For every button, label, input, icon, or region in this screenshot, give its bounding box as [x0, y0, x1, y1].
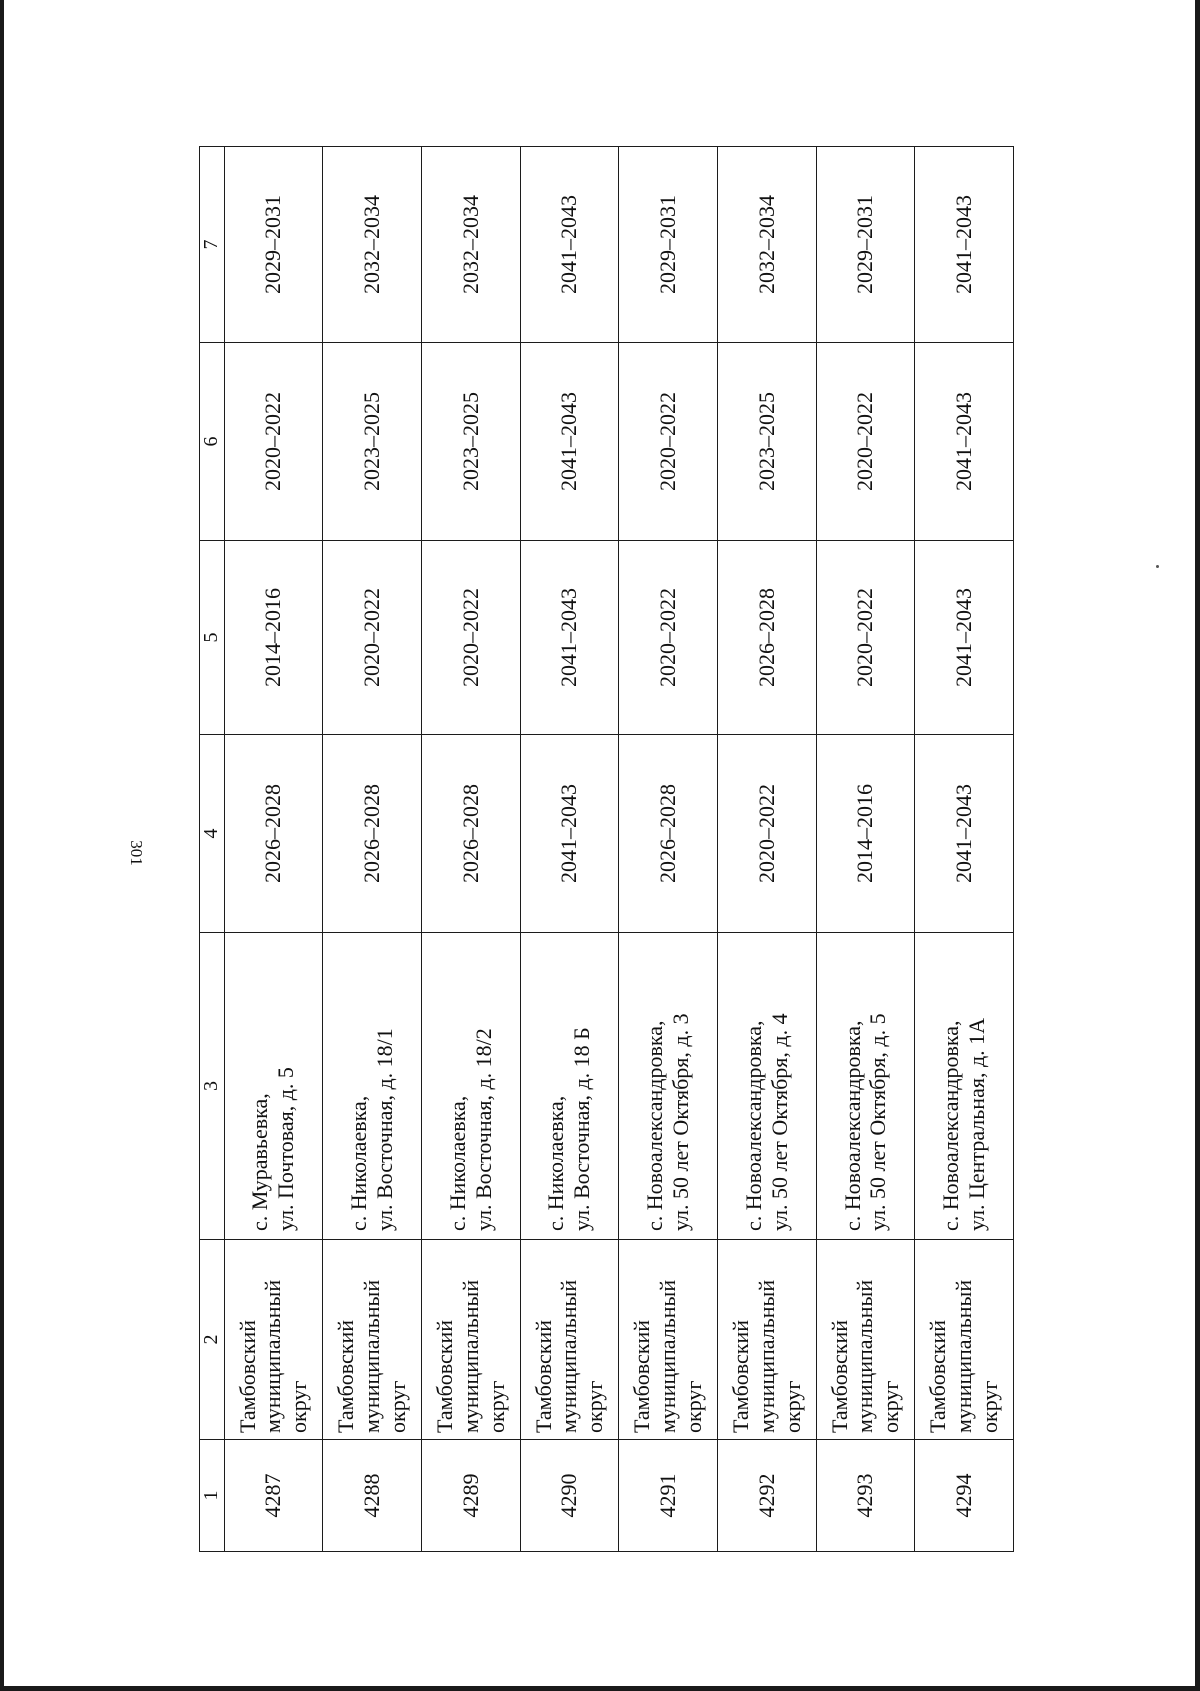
table-row: [224, 147, 323, 1552]
period-cell-c4: 2026–2028: [619, 735, 718, 933]
header-cell: 7: [200, 147, 225, 343]
page-number: [124, 838, 148, 868]
district-line: муниципальный: [359, 1279, 385, 1433]
table-row: [520, 147, 619, 1552]
period-cell-c6: 2041–2043: [520, 343, 619, 541]
district-cell: [224, 1240, 323, 1440]
address-line: с. Николаевка,: [444, 1095, 470, 1231]
period-cell-c7: 2041–2043: [915, 147, 1014, 343]
row-number-cell: 4290: [520, 1440, 619, 1552]
period-cell-c4: 2020–2022: [717, 735, 816, 933]
district-line: муниципальный: [556, 1279, 582, 1433]
address-line: ул. Восточная, д. 18/2: [470, 1028, 496, 1231]
district-line: муниципальный: [753, 1279, 779, 1433]
header-cell: 2: [200, 1240, 225, 1440]
period-cell-c5: 2041–2043: [520, 541, 619, 735]
scan-speck: [1156, 565, 1159, 568]
scan-edge-left: [0, 0, 4, 1691]
district-line: муниципальный: [655, 1279, 681, 1433]
district-cell: [717, 1240, 816, 1440]
district-line: Тамбовский: [333, 1319, 359, 1433]
period-cell-c5: 2020–2022: [816, 541, 915, 735]
table-row: [619, 147, 718, 1552]
district-line: округ: [779, 1380, 805, 1433]
district-line: муниципальный: [951, 1279, 977, 1433]
address-cell: [717, 933, 816, 1240]
address-line: ул. 50 лет Октября, д. 5: [865, 1013, 891, 1231]
address-line: ул. Почтовая, д. 5: [273, 1067, 299, 1231]
period-cell-c6: 2041–2043: [915, 343, 1014, 541]
period-cell-c6: 2020–2022: [619, 343, 718, 541]
district-line: Тамбовский: [826, 1319, 852, 1433]
address-cell: [224, 933, 323, 1240]
district-line: округ: [385, 1380, 411, 1433]
district-line: муниципальный: [852, 1279, 878, 1433]
row-number-cell: 4294: [915, 1440, 1014, 1552]
address-cell: [816, 933, 915, 1240]
period-cell-c5: 2014–2016: [224, 541, 323, 735]
row-number-cell: 4287: [224, 1440, 323, 1552]
period-cell-c6: 2023–2025: [421, 343, 520, 541]
period-cell-c7: 2029–2031: [224, 147, 323, 343]
period-cell-c7: 2032–2034: [323, 147, 422, 343]
period-cell-c7: 2032–2034: [717, 147, 816, 343]
scan-edge-bottom: [0, 1686, 1200, 1691]
table-row: [421, 147, 520, 1552]
district-line: Тамбовский: [431, 1319, 457, 1433]
district-cell: [520, 1240, 619, 1440]
address-cell: [520, 933, 619, 1240]
address-cell: [915, 933, 1014, 1240]
header-cell: 6: [200, 343, 225, 541]
district-line: округ: [582, 1380, 608, 1433]
district-cell: [816, 1240, 915, 1440]
district-line: Тамбовский: [629, 1319, 655, 1433]
row-number-cell: 4291: [619, 1440, 718, 1552]
district-line: Тамбовский: [727, 1319, 753, 1433]
district-line: Тамбовский: [925, 1319, 951, 1433]
header-cell: 1: [200, 1440, 225, 1552]
district-line: округ: [483, 1380, 509, 1433]
period-cell-c7: 2041–2043: [520, 147, 619, 343]
address-line: с. Новоалександровка,: [642, 1020, 668, 1231]
row-number-cell: 4292: [717, 1440, 816, 1552]
period-cell-c7: 2029–2031: [816, 147, 915, 343]
address-cell: [421, 933, 520, 1240]
district-line: округ: [977, 1380, 1003, 1433]
district-cell: [619, 1240, 718, 1440]
period-cell-c6: 2023–2025: [323, 343, 422, 541]
period-cell-c4: 2026–2028: [224, 735, 323, 933]
period-cell-c7: 2029–2031: [619, 147, 718, 343]
period-cell-c5: 2026–2028: [717, 541, 816, 735]
district-line: муниципальный: [457, 1279, 483, 1433]
period-cell-c5: 2020–2022: [421, 541, 520, 735]
address-cell: [323, 933, 422, 1240]
header-cell: 5: [200, 541, 225, 735]
header-cell: 3: [200, 933, 225, 1240]
header-cell: 4: [200, 735, 225, 933]
period-cell-c4: 2026–2028: [421, 735, 520, 933]
district-line: округ: [681, 1380, 707, 1433]
district-line: округ: [286, 1380, 312, 1433]
period-cell-c6: 2023–2025: [717, 343, 816, 541]
document-table: [199, 146, 1014, 1552]
address-line: ул. 50 лет Октября, д. 4: [766, 1013, 792, 1231]
address-line: ул. 50 лет Октября, д. 3: [668, 1013, 694, 1231]
table-row: [323, 147, 422, 1552]
address-line: с. Муравьевка,: [247, 1093, 273, 1231]
address-line: с. Новоалександровка,: [740, 1020, 766, 1231]
district-line: Тамбовский: [530, 1319, 556, 1433]
row-number-cell: 4293: [816, 1440, 915, 1552]
district-cell: [421, 1240, 520, 1440]
period-cell-c6: 2020–2022: [224, 343, 323, 541]
row-number-cell: 4289: [421, 1440, 520, 1552]
row-number-cell: 4288: [323, 1440, 422, 1552]
period-cell-c4: 2041–2043: [520, 735, 619, 933]
district-line: муниципальный: [260, 1279, 286, 1433]
table-body: [200, 147, 1014, 1552]
period-cell-c6: 2020–2022: [816, 343, 915, 541]
page-number-text: 301: [127, 840, 146, 866]
address-line: с. Новоалександровка,: [839, 1020, 865, 1231]
period-cell-c5: 2041–2043: [915, 541, 1014, 735]
address-line: ул. Восточная, д. 18 Б: [569, 1027, 595, 1231]
scan-edge-right: [1195, 0, 1200, 1691]
address-line: с. Новоалександровка,: [938, 1020, 964, 1231]
period-cell-c4: 2014–2016: [816, 735, 915, 933]
table-row: [915, 147, 1014, 1552]
table-row: [717, 147, 816, 1552]
document-table-container: [199, 147, 1014, 1552]
district-cell: [323, 1240, 422, 1440]
address-line: с. Николаевка,: [346, 1095, 372, 1231]
address-line: ул. Центральная, д. 1А: [964, 1017, 990, 1231]
period-cell-c7: 2032–2034: [421, 147, 520, 343]
district-cell: [915, 1240, 1014, 1440]
district-line: Тамбовский: [234, 1319, 260, 1433]
period-cell-c4: 2041–2043: [915, 735, 1014, 933]
period-cell-c5: 2020–2022: [619, 541, 718, 735]
period-cell-c5: 2020–2022: [323, 541, 422, 735]
address-cell: [619, 933, 718, 1240]
address-line: с. Николаевка,: [543, 1095, 569, 1231]
address-line: ул. Восточная, д. 18/1: [372, 1028, 398, 1231]
district-line: округ: [878, 1380, 904, 1433]
table-row: [816, 147, 915, 1552]
table-header-row: [200, 147, 225, 1552]
period-cell-c4: 2026–2028: [323, 735, 422, 933]
